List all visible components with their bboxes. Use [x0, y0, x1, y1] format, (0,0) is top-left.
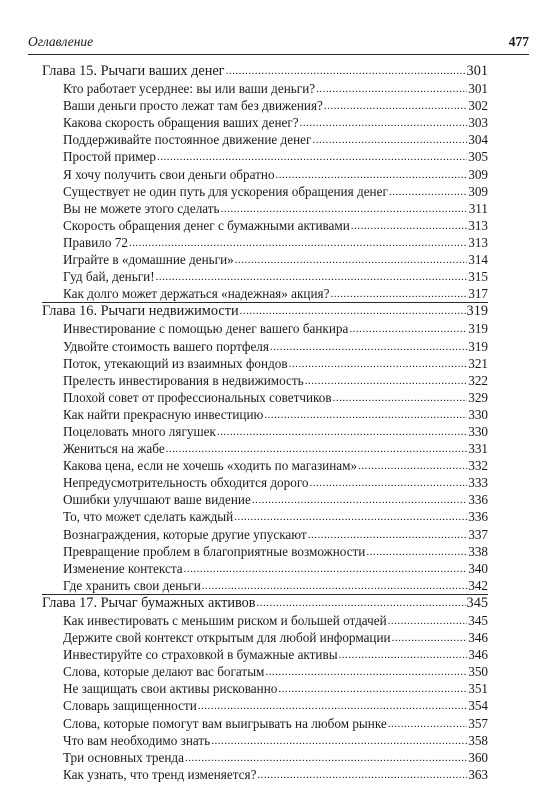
dot-leader: [308, 527, 468, 543]
toc-entry-title: Вознаграждения, которые другие упускают: [63, 526, 307, 542]
toc-entry[interactable]: [42, 715, 488, 732]
toc-entry-page: 313: [468, 234, 488, 250]
dot-leader: [358, 458, 467, 474]
toc-entry-page: 330: [468, 423, 488, 439]
toc-entry-title: Как инвестировать с меньшим риском и большей отдачей: [63, 613, 387, 628]
dot-leader: [217, 424, 467, 440]
toc-entry-page: 305: [468, 149, 488, 165]
toc-entry-title: Прелесть инвестирования в недвижимость: [63, 372, 304, 388]
toc-entry[interactable]: [42, 166, 488, 183]
toc-entry-page: 351: [468, 681, 488, 697]
dot-leader: [166, 441, 468, 457]
toc-entry[interactable]: [42, 148, 488, 165]
toc-entry[interactable]: [42, 732, 488, 749]
toc-entry-title: Что вам необходимо знать: [63, 732, 211, 748]
toc-entry[interactable]: [42, 389, 488, 406]
dot-leader: [312, 132, 467, 148]
toc-entry[interactable]: [42, 560, 488, 577]
toc-entry[interactable]: [42, 114, 488, 131]
toc-chapter-title: Глава 17. Рычаг бумажных активов: [42, 594, 256, 611]
dot-leader: [226, 63, 466, 80]
dot-leader: [264, 407, 467, 423]
toc-entry-title: Жениться на жабе: [63, 441, 165, 457]
dot-leader: [330, 286, 467, 302]
toc-entry-title: Превращение проблем в благоприятные возможности: [63, 543, 366, 559]
toc-entry-page: 338: [468, 543, 488, 559]
dot-leader: [388, 613, 468, 629]
toc-entry[interactable]: [42, 200, 488, 217]
toc-entry[interactable]: [42, 80, 488, 97]
toc-entry[interactable]: [42, 440, 488, 457]
dot-leader: [252, 492, 467, 508]
toc-entry-page: 336: [468, 509, 488, 525]
dot-leader: [211, 733, 467, 749]
toc-entry[interactable]: [42, 543, 488, 560]
toc-entry-title: Играйте в «домашние деньги»: [63, 252, 234, 268]
toc-entry[interactable]: [42, 612, 488, 629]
table-of-contents: [42, 63, 488, 783]
dot-leader: [349, 321, 467, 337]
toc-entry-page: 363: [468, 766, 488, 782]
toc-entry[interactable]: [42, 646, 488, 663]
toc-entry-page: 304: [468, 132, 488, 148]
toc-entry-title: Слова, которые помогут вам выигрывать на любом рынке: [63, 715, 387, 731]
toc-entry-page: 322: [468, 372, 488, 388]
dot-leader: [289, 356, 468, 372]
toc-entry-page: 309: [468, 183, 488, 199]
dot-leader: [388, 716, 467, 732]
dot-leader: [333, 390, 468, 406]
dot-leader: [234, 509, 467, 525]
toc-chapter-page: 301: [466, 63, 488, 79]
dot-leader: [235, 252, 467, 268]
chapter-block: [42, 594, 488, 783]
toc-entry-title: Как найти прекрасную инвестицию: [63, 406, 264, 422]
toc-entry-title: Скорость обращения денег с бумажными активами: [63, 217, 350, 233]
toc-entry-page: 332: [468, 458, 488, 474]
dot-leader: [310, 475, 468, 491]
toc-entry-title: Я хочу получить свои деньги обратно: [63, 166, 275, 182]
toc-entry[interactable]: [42, 217, 488, 234]
toc-entry[interactable]: [42, 766, 488, 783]
toc-entry-title: Кто работает усерднее: вы или ваши деньги?: [63, 81, 316, 97]
toc-chapter-page: 345: [466, 594, 488, 611]
toc-entry-page: 336: [468, 492, 488, 508]
toc-chapter-title: Глава 15. Рычаги ваших денег: [42, 63, 225, 79]
toc-entry-title: Удвойте стоимость вашего портфеля: [63, 338, 269, 354]
toc-entry[interactable]: [42, 423, 488, 440]
toc-entry[interactable]: [42, 508, 488, 525]
toc-entry-title: Поддерживайте постоянное движение денег: [63, 132, 312, 148]
toc-entry[interactable]: [42, 355, 488, 372]
toc-entry[interactable]: [42, 97, 488, 114]
toc-entry-title: Держите свой контекст открытым для любой информации: [63, 630, 391, 646]
dot-leader: [300, 115, 468, 131]
toc-entry-page: 314: [468, 252, 488, 268]
toc-entry-page: 331: [468, 441, 488, 457]
toc-entry[interactable]: [42, 457, 488, 474]
toc-entry[interactable]: [42, 474, 488, 491]
toc-entry[interactable]: [42, 697, 488, 714]
dot-leader: [351, 218, 467, 234]
toc-entry-title: Правило 72: [63, 234, 128, 250]
toc-entry[interactable]: [42, 663, 488, 680]
toc-entry[interactable]: [42, 320, 488, 337]
toc-entry-title: Гуд бай, деньги!: [63, 269, 155, 285]
toc-entry[interactable]: [42, 251, 488, 268]
chapter-block: [42, 63, 488, 302]
toc-entry[interactable]: [42, 372, 488, 389]
toc-entry-page: 303: [468, 115, 488, 131]
toc-chapter[interactable]: [42, 595, 488, 612]
toc-entry-title: Где хранить свои деньги: [63, 577, 201, 593]
toc-entry-page: 313: [468, 217, 488, 233]
toc-entry-page: 333: [468, 475, 488, 491]
toc-entry[interactable]: [42, 491, 488, 508]
toc-entry-page: 350: [468, 664, 488, 680]
toc-entry-title: Простой пример: [63, 149, 156, 165]
toc-entry-title: Непредусмотрительность обходится дорого: [63, 475, 309, 491]
toc-entry-page: 360: [468, 749, 488, 765]
toc-entry-page: 358: [468, 732, 488, 748]
toc-entry-title: Плохой совет от профессиональных советчиков: [63, 389, 332, 405]
toc-entry-title: Как долго может держаться «надежная» акция?: [63, 286, 330, 302]
running-header: [28, 28, 529, 55]
page-number: 477: [508, 34, 529, 49]
running-header-section: Оглавление: [28, 34, 94, 49]
toc-chapter[interactable]: [42, 63, 488, 80]
dot-leader: [129, 235, 467, 251]
toc-entry-page: 302: [468, 98, 488, 114]
dot-leader: [156, 269, 468, 285]
dot-leader: [240, 303, 466, 320]
toc-entry-page: 317: [468, 286, 488, 302]
dot-leader: [157, 149, 467, 165]
toc-entry-title: Существует не один путь для ускорения обращения денег: [63, 183, 388, 199]
toc-entry-title: Ваши деньги просто лежат там без движения?: [63, 98, 323, 114]
toc-entry-title: Поток, утекающий из взаимных фондов: [63, 355, 288, 371]
toc-entry-title: Какова скорость обращения ваших денег?: [63, 115, 299, 131]
dot-leader: [324, 98, 467, 114]
dot-leader: [366, 544, 467, 560]
toc-entry-title: Изменение контекста: [63, 560, 183, 576]
dot-leader: [257, 595, 466, 612]
toc-entry-page: 337: [468, 526, 488, 542]
toc-entry-page: 311: [468, 200, 488, 216]
toc-chapter[interactable]: [42, 303, 488, 320]
toc-entry-page: 354: [468, 698, 488, 714]
toc-entry-title: Три основных тренда: [63, 749, 184, 765]
toc-entry-title: Инвестирование с помощью денег вашего банкира: [63, 321, 349, 337]
dot-leader: [276, 167, 468, 183]
toc-entry[interactable]: [42, 406, 488, 423]
toc-entry[interactable]: [42, 268, 488, 285]
toc-entry-title: Вы не можете этого сделать: [63, 200, 220, 216]
dot-leader: [221, 201, 468, 217]
dot-leader: [278, 681, 467, 697]
dot-leader: [265, 664, 467, 680]
toc-entry-title: Поцеловать много лягушек: [63, 423, 216, 439]
toc-entry-page: 315: [468, 269, 488, 285]
toc-entry-title: Какова цена, если не хочешь «ходить по магазинам»: [63, 458, 358, 474]
dot-leader: [198, 698, 467, 714]
toc-entry-page: 346: [468, 630, 488, 646]
toc-entry-page: 329: [468, 389, 488, 405]
toc-entry[interactable]: [42, 526, 488, 543]
toc-entry-page: 301: [468, 81, 488, 97]
toc-entry[interactable]: [42, 680, 488, 697]
dot-leader: [185, 750, 467, 766]
toc-entry[interactable]: [42, 131, 488, 148]
dot-leader: [316, 81, 467, 97]
toc-entry-page: 346: [468, 647, 488, 663]
toc-entry-title: Ошибки улучшают ваше видение: [63, 492, 251, 508]
dot-leader: [392, 630, 468, 646]
toc-entry-page: 319: [468, 321, 488, 337]
toc-entry[interactable]: [42, 749, 488, 766]
toc-entry-page: 319: [468, 338, 488, 354]
chapter-block: [42, 302, 488, 594]
toc-entry-page: 330: [468, 406, 488, 422]
dot-leader: [389, 184, 467, 200]
toc-chapter-page: 319: [466, 303, 488, 320]
toc-entry[interactable]: [42, 234, 488, 251]
dot-leader: [305, 373, 468, 389]
toc-entry-title: Как узнать, что тренд изменяется?: [63, 766, 257, 782]
toc-entry-page: 342: [468, 577, 488, 593]
toc-entry-page: 357: [468, 715, 488, 731]
dot-leader: [184, 561, 468, 577]
toc-entry[interactable]: [42, 629, 488, 646]
toc-entry-title: Слова, которые делают вас богатым: [63, 664, 265, 680]
toc-entry[interactable]: [42, 577, 488, 594]
toc-entry-title: То, что может сделать каждый: [63, 509, 234, 525]
toc-entry-title: Словарь защищенности: [63, 698, 197, 714]
toc-entry-page: 309: [468, 166, 488, 182]
dot-leader: [257, 767, 467, 783]
toc-entry[interactable]: [42, 338, 488, 355]
toc-entry[interactable]: [42, 285, 488, 302]
toc-entry-page: 345: [468, 613, 488, 628]
toc-chapter-title: Глава 16. Рычаги недвижимости: [42, 303, 239, 320]
toc-entry-title: Инвестируйте со страховкой в бумажные активы: [63, 647, 338, 663]
dot-leader: [270, 339, 467, 355]
dot-leader: [339, 647, 468, 663]
toc-entry-title: Не защищать свои активы рискованно: [63, 681, 278, 697]
toc-entry[interactable]: [42, 183, 488, 200]
toc-entry-page: 321: [468, 355, 488, 371]
toc-entry-page: 340: [468, 560, 488, 576]
dot-leader: [202, 578, 467, 594]
